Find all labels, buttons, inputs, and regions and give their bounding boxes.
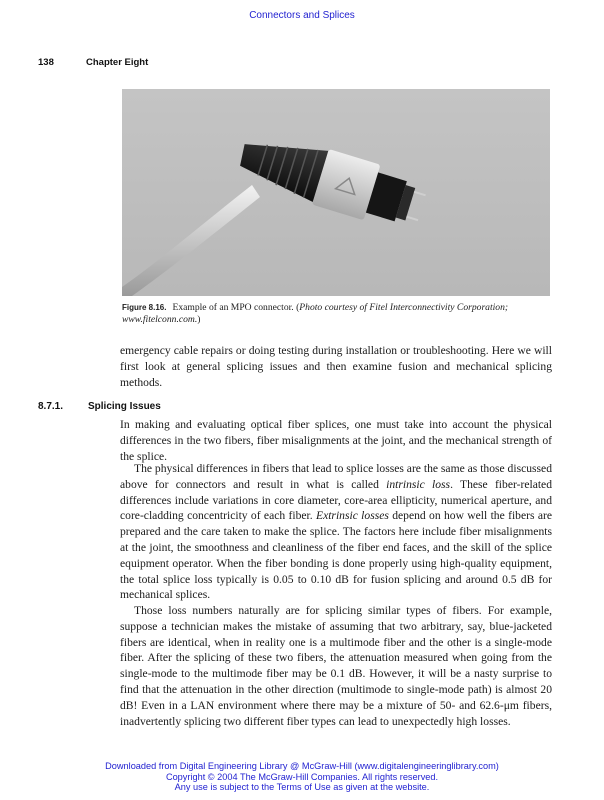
chapter-title: Chapter Eight	[86, 57, 149, 68]
paragraph-mismatched-fibers: Those loss numbers naturally are for splicing similar types of fibers. For example, suppose a technician makes the mistake of assuming that two arbitrary, say, blue-jacketed fibers are identical, when in reality one is a multimode fiber and the other is a single-mode fiber. After the splicing of these two fibers, the attenuation measured when going from the single-mode to the multimode fiber may be 0.1 dB. However, it will be a nasty surprise to find that the attenuation in the other direction (multimode to single-mode path) is almost 20 dB! Even in a LAN environment where there may be a mixture of 50- and 62.6-μm fibers, inadvertently splicing two different fiber types can lead to unexpectedly high losses.	[120, 604, 552, 728]
page-number: 138	[38, 57, 54, 68]
term-extrinsic-losses: Extrinsic losses	[315, 509, 389, 523]
footer-download-link[interactable]: Downloaded from Digital Engineering Library @ McGraw-Hill (www.digitalengineeringlibrary.com)	[105, 761, 499, 771]
running-head	[38, 57, 148, 68]
term-intrinsic-loss: intrinsic loss	[386, 477, 451, 491]
section-heading	[38, 401, 161, 412]
mpo-connector-photo	[122, 89, 550, 296]
figure-label: Figure 8.16.	[122, 303, 167, 312]
paragraph-splice-considerations: In making and evaluating optical fiber splices, one must take into account the physical differences in the two fibers, fiber misalignments at the joint, and the mechanical strength of the splice.	[120, 418, 552, 463]
paragraph-intrinsic-extrinsic	[120, 461, 552, 603]
caption-close: )	[197, 313, 201, 325]
caption-credit: Photo courtesy of Fitel Interconnectivity Corporation; www.fitelconn.com.	[122, 302, 509, 325]
figure-caption	[122, 302, 550, 326]
section-number: 8.7.1.	[38, 401, 64, 412]
top-header-link[interactable]: Connectors and Splices	[249, 10, 355, 21]
footer	[0, 761, 604, 793]
p3-part-c: . These fiber-related differences include variations in core diameter, core-area ellipticity, numerical aperture, and core-cladding concentricity of each fiber.	[120, 477, 552, 523]
footer-terms-link[interactable]: Any use is subject to the Terms of Use as given at the website.	[174, 782, 430, 792]
p3-part-a: The physical differences in fibers that lead to splice losses are the same as those discussed above for connectors and result in what is called	[120, 462, 552, 491]
caption-text: Example of an MPO connector. (	[172, 302, 300, 313]
footer-copyright: Copyright © 2004 The McGraw-Hill Companies. All rights reserved.	[165, 771, 439, 782]
p3-part-e: depend on how well the fibers are prepared and the care taken to make the splice. The factors here include fiber misalignments at the joint, the smoothness and cleanliness of the fiber end faces, and the skill of the splice equipment operator. When the fiber bonding is done properly using high-quality equipment, the total splice loss typically is 0.05 to 0.10 dB for fusion splicing and around 0.5 dB for mechanical splices.	[120, 509, 552, 602]
paragraph-intro: emergency cable repairs or doing testing during installation or troubleshooting. Here we will first look at general splicing issues and then examine fusion and mechanical splicing methods.	[120, 344, 552, 389]
section-title: Splicing Issues	[88, 401, 161, 412]
